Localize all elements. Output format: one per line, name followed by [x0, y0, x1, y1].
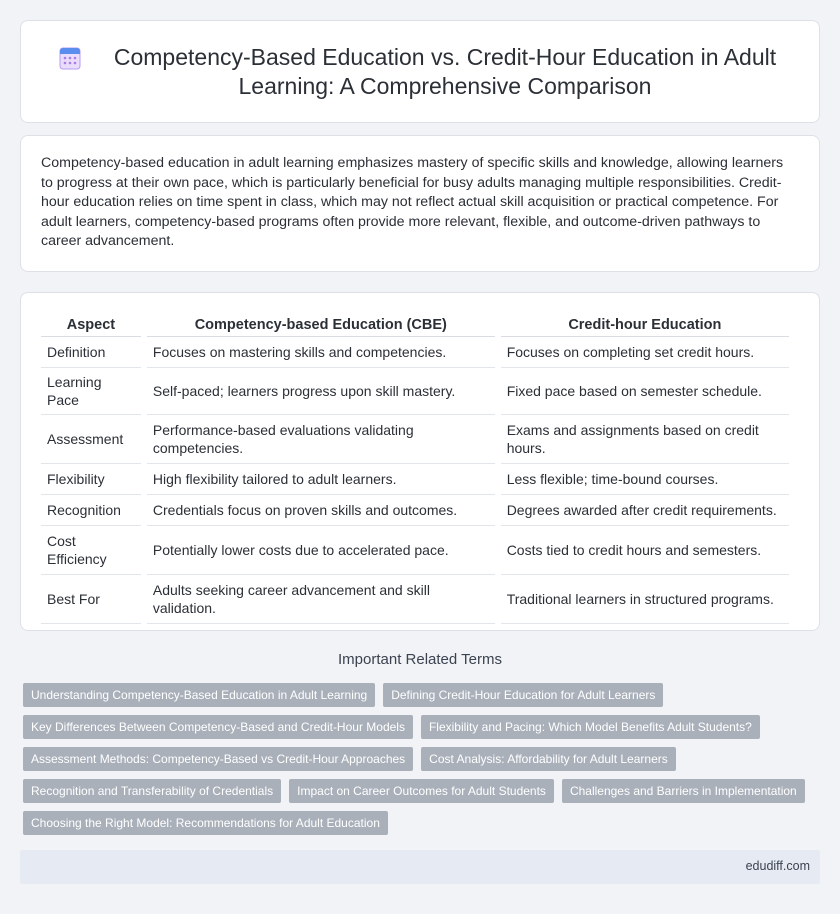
aspect-cell: Definition — [41, 337, 141, 368]
aspect-cell: Flexibility — [41, 464, 141, 495]
table-row — [41, 368, 789, 415]
table-row — [41, 495, 789, 526]
page-title: Competency-Based Education vs. Credit-Hour Education in Adult Learning: A Comprehensive Comparison — [113, 44, 777, 99]
table-header-row — [41, 315, 789, 337]
cbe-cell: Focuses on mastering skills and competencies. — [147, 337, 495, 368]
table-row — [41, 415, 789, 464]
related-term-tag[interactable]: Impact on Career Outcomes for Adult Students — [289, 779, 554, 803]
related-terms-heading: Important Related Terms — [338, 651, 502, 668]
cbe-cell: Adults seeking career advancement and skill validation. — [147, 575, 495, 624]
credit-hour-cell: Costs tied to credit hours and semesters. — [501, 526, 789, 575]
calendar-icon — [59, 46, 81, 70]
credit-hour-cell: Traditional learners in structured programs. — [501, 575, 789, 624]
related-term-tag[interactable]: Understanding Competency-Based Education in Adult Learning — [23, 683, 375, 707]
cbe-cell: High flexibility tailored to adult learners. — [147, 464, 495, 495]
comparison-card — [20, 292, 820, 631]
cbe-cell: Credentials focus on proven skills and outcomes. — [147, 495, 495, 526]
aspect-cell: Assessment — [41, 415, 141, 464]
footer-site-link[interactable]: edudiff.com — [745, 859, 810, 873]
table-row — [41, 464, 789, 495]
credit-hour-cell: Focuses on completing set credit hours. — [501, 337, 789, 368]
header-aspect: Aspect — [41, 315, 141, 337]
credit-hour-cell: Less flexible; time-bound courses. — [501, 464, 789, 495]
aspect-cell: Cost Efficiency — [41, 526, 141, 575]
related-term-tag[interactable]: Defining Credit-Hour Education for Adult Learners — [383, 683, 663, 707]
related-term-tag[interactable]: Recognition and Transferability of Credentials — [23, 779, 281, 803]
cbe-cell: Self-paced; learners progress upon skill mastery. — [147, 368, 495, 415]
related-term-tag[interactable]: Assessment Methods: Competency-Based vs Credit-Hour Approaches — [23, 747, 413, 771]
aspect-cell: Learning Pace — [41, 368, 141, 415]
credit-hour-cell: Degrees awarded after credit requirements. — [501, 495, 789, 526]
related-term-tag[interactable]: Challenges and Barriers in Implementation — [562, 779, 805, 803]
title-card — [20, 20, 820, 123]
credit-hour-cell: Exams and assignments based on credit hours. — [501, 415, 789, 464]
table-row — [41, 526, 789, 575]
related-term-tag[interactable]: Cost Analysis: Affordability for Adult Learners — [421, 747, 676, 771]
aspect-cell: Best For — [41, 575, 141, 624]
related-term-tag[interactable]: Choosing the Right Model: Recommendations for Adult Education — [23, 811, 388, 835]
related-term-tag[interactable]: Key Differences Between Competency-Based and Credit-Hour Models — [23, 715, 413, 739]
comparison-table — [35, 315, 795, 624]
aspect-cell: Recognition — [41, 495, 141, 526]
header-credit-hour: Credit-hour Education — [501, 315, 789, 337]
related-terms-list — [23, 683, 823, 843]
table-row — [41, 337, 789, 368]
credit-hour-cell: Fixed pace based on semester schedule. — [501, 368, 789, 415]
intro-card — [20, 135, 820, 272]
table-row — [41, 575, 789, 624]
footer — [20, 850, 820, 884]
header-cbe: Competency-based Education (CBE) — [147, 315, 495, 337]
cbe-cell: Performance-based evaluations validating competencies. — [147, 415, 495, 464]
intro-paragraph: Competency-based education in adult learning emphasizes mastery of specific skills and knowledge, allowing learners to progress at their own pace, which is particularly beneficial for busy adults managing multiple responsibilities. Credit-hour education relies on time spent in class, which may not reflect actual skill acquisition or practical competence. For adult learners, competency-based programs often provide more relevant, flexible, and outcome-driven pathways to career advancement. — [41, 155, 784, 249]
cbe-cell: Potentially lower costs due to accelerated pace. — [147, 526, 495, 575]
related-term-tag[interactable]: Flexibility and Pacing: Which Model Benefits Adult Students? — [421, 715, 760, 739]
